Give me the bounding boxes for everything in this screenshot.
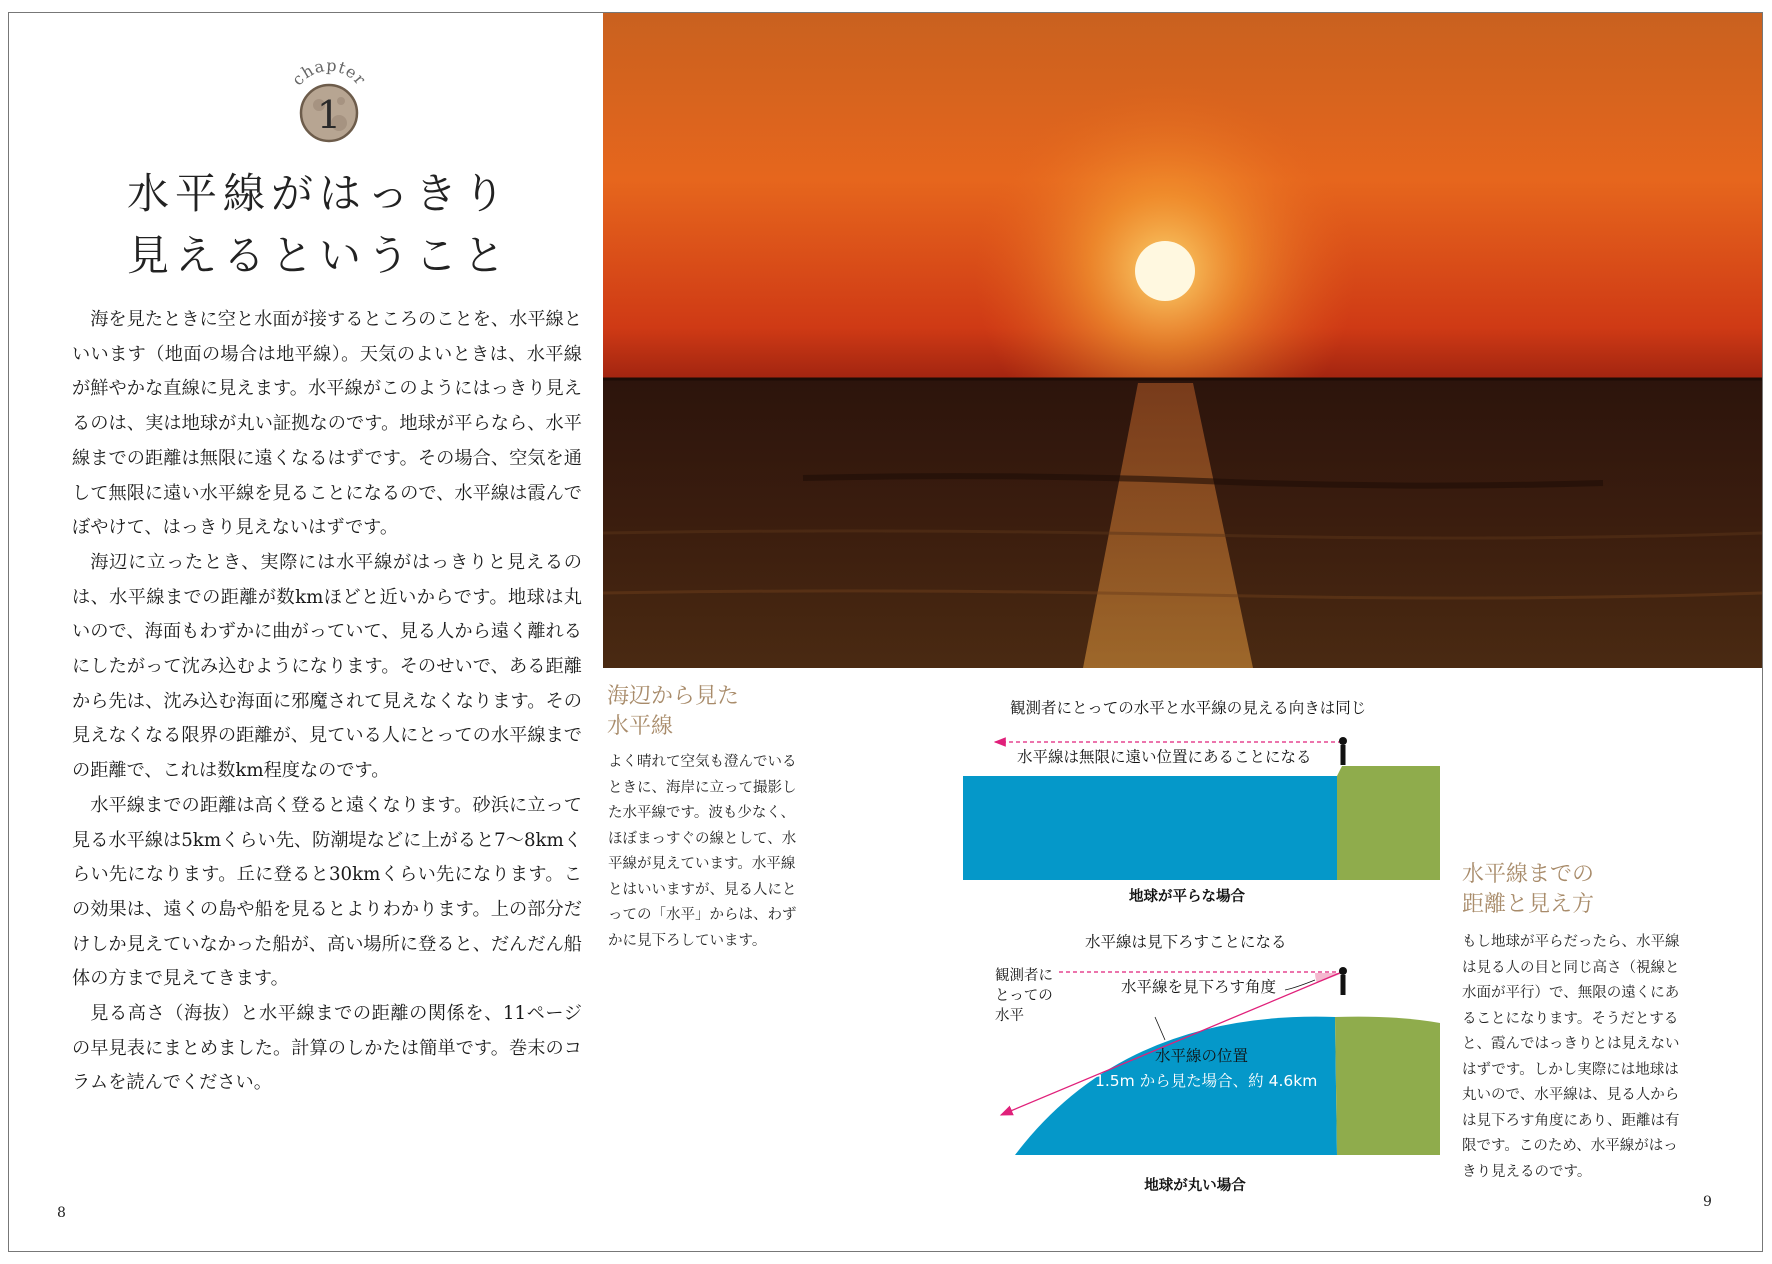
page-number-right: 9 — [1703, 1194, 1712, 1210]
round-land — [1335, 1017, 1440, 1155]
body-paragraph-3: 水平線までの距離は高く登ると遠くなります。砂浜に立って見る水平線は5kmくらい先、防潮堤などに上がると7〜8kmくらい先になります。丘に登ると30kmくらい先になります。この効果は、遠くの島や船を見るとよりわかります。上の部分だけしか見えていなかった船が、高い場所に登ると、だんだん船体の方まで見えてきます。 — [72, 794, 582, 990]
title-line-2: 見えるということ — [126, 231, 511, 280]
photo-caption-body: よく晴れて空気も澄んでいる ときに、海岸に立って撮影し た水平線です。波も少なく、 ほぼまっすぐの線として、水 平線が見えています。水平線 とはいいますが、見る人にと っての「水平」からは、わず かに見下ろしています。 — [608, 754, 797, 949]
round-caption: 地球が丸い場合 — [1144, 1178, 1246, 1194]
sun — [1135, 241, 1195, 301]
distance-label: 1.5m から見た場合、約 4.6km — [1095, 1072, 1318, 1090]
chapter-badge — [279, 53, 379, 153]
observer-label: 観測者に とっての 水平 — [995, 968, 1053, 1024]
side-caption-body: もし地球が平らだったら、水平線 は見る人の目と同じ高さ（視線と 水面が平行）で、無限の遠くにあ ることになります。そうだとする と、霞んではっきりとは見えない はずです。しかし実際には地球は 丸いので、水平線は、見る人から は見下ろす角度にあり、距離は有 限です。このため、水平線がはっ きり見えるのです。 — [1462, 934, 1680, 1180]
sunset-photo — [603, 13, 1762, 668]
chapter-number: 1 — [316, 93, 342, 137]
chapter-title — [69, 163, 569, 287]
observer-icon-round — [1339, 967, 1347, 995]
flat-land — [1337, 766, 1440, 880]
body-paragraph-1: 海を見たときに空と水面が接するところのことを、水平線といいます（地面の場合は地平線）。天気のよいときは、水平線が鮮やかな直線に見えます。水平線がこのようにはっきり見えるのは、実は地球が丸い証拠なのです。地球が平らなら、水平線までの距離は無限に遠くなるはずです。その場合、空気を通して無限に遠い水平線を見ることになるので、水平線は霞んでぼやけて、はっきり見えないはずです。 — [72, 309, 582, 539]
title-line-1: 水平線がはっきり — [126, 169, 511, 218]
horizon-diagram — [955, 690, 1455, 1210]
body-paragraph-4: 見る高さ（海抜）と水平線までの距離の関係を、11ページの早見表にまとめました。計算のしかたは簡単です。巻末のコラムを読んでください。 — [72, 1003, 582, 1094]
round-title: 水平線は見下ろすことになる — [1085, 933, 1287, 951]
flat-sea — [963, 776, 1337, 880]
observer-icon-flat — [1339, 737, 1347, 765]
body-text — [72, 303, 582, 1101]
flat-caption: 地球が平らな場合 — [1129, 889, 1245, 905]
left-page — [9, 13, 603, 1251]
body-paragraph-2: 海辺に立ったとき、実際には水平線がはっきりと見えるのは、水平線までの距離が数kmほどと近いからです。地球は丸いので、海面もわずかに曲がっていて、見る人から遠く離れるにしたがって沈み込むようになります。そのせいで、ある距離から先は、沈み込む海面に邪魔されて見えなくなります。その見えなくなる限界の距離が、見ている人にとっての水平線までの距離で、これは数km程度なのです。 — [72, 551, 582, 782]
flat-note: 水平線は無限に遠い位置にあることになる — [1017, 748, 1312, 766]
diagram-top-title: 観測者にとっての水平と水平線の見える向きは同じ — [1010, 699, 1367, 717]
horizon-position-label: 水平線の位置 — [1155, 1047, 1249, 1065]
chapter-label: chapter — [287, 55, 371, 90]
angle-label: 水平線を見下ろす角度 — [1121, 978, 1277, 996]
photo-caption-title: 海辺から見た 水平線 — [607, 684, 740, 739]
side-caption-title: 水平線までの 距離と見え方 — [1462, 862, 1595, 917]
page-number-left: 8 — [57, 1205, 66, 1221]
